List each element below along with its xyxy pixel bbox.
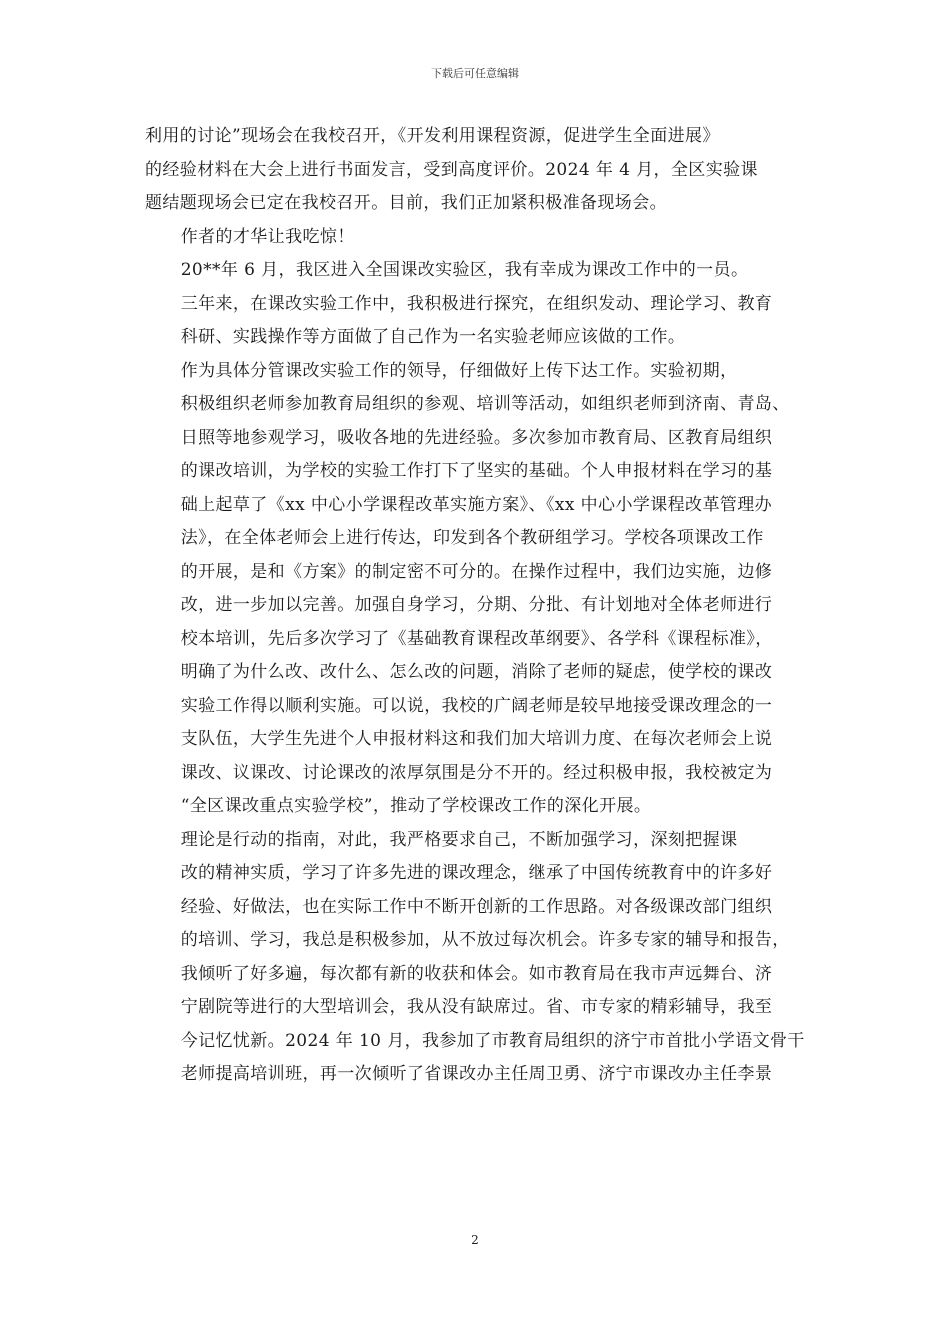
text-line: 改的精神实质，学习了许多先进的课改理念，继承了中国传统教育中的许多好	[180, 863, 773, 883]
text-line: 20**年 6 月，我区进入全国课改实验区，我有幸成为课改工作中的一员。	[180, 260, 749, 280]
paragraph	[145, 120, 805, 221]
text-line: 宁剧院等进行的大型培训会，我从没有缺席过。省、市专家的精彩辅导，我至	[180, 997, 773, 1017]
text-line: 积极组织老师参加教育局组织的参观、培训等活动，如组织老师到济南、青岛、	[180, 394, 790, 414]
text-line: 三年来，在课改实验工作中，我积极进行探究，在组织发动、理论学习、教育	[180, 293, 773, 314]
text-line: 实验工作得以顺利实施。可以说，我校的广阔老师是较早地接受课改理念的一	[180, 695, 773, 716]
text-line: 支队伍，大学生先进个人申报材料这和我们加大培训力度、在每次老师会上说	[180, 729, 773, 749]
text-line: 科研、实践操作等方面做了自己作为一名实验老师应该做的工作。	[180, 327, 686, 347]
text-line: 我倾听了好多遍，每次都有新的收获和体会。如市教育局在我市声远舞台、济	[180, 963, 773, 984]
text-line: “全区课改重点实验学校”，推动了学校课改工作的深化开展。	[180, 796, 652, 816]
text-line: 的培训、学习，我总是积极参加，从不放过每次机会。许多专家的辅导和报告，	[180, 930, 790, 950]
text-line: 的经验材料在大会上进行书面发言，受到高度评价。2024 年 4 月，全区实验课	[145, 159, 758, 180]
text-line: 理论是行动的指南，对此，我严格要求自己，不断加强学习，深刻把握课	[180, 829, 738, 850]
text-line: 老师提高培训班，再一次倾听了省课改办主任周卫勇、济宁市课改办主任李景	[180, 1064, 773, 1084]
text-line: 的课改培训，为学校的实验工作打下了坚实的基础。个人申报材料在学习的基	[180, 461, 773, 481]
text-line: 课改、议课改、讨论课改的浓厚氛围是分不开的。经过积极申报，我校被定为	[180, 762, 773, 783]
paragraph	[145, 824, 805, 1092]
text-line: 改，进一步加以完善。加强自身学习，分期、分批、有计划地对全体老师进行	[180, 595, 773, 615]
text-line: 的开展，是和《方案》的制定密不可分的。在操作过程中，我们边实施，边修	[180, 561, 773, 582]
text-line: 日照等地参观学习，吸收各地的先进经验。多次参加市教育局、区教育局组织	[180, 427, 773, 448]
text-line: 础上起草了《xx 中心小学课程改革实施方案》、《xx 中心小学课程改革管理办	[180, 494, 773, 515]
text-line: 校本培训，先后多次学习了《基础教育课程改革纲要》、各学科《课程标准》，	[180, 628, 773, 649]
page-number: 2	[471, 1233, 479, 1247]
text-line: 经验、好做法，也在实际工作中不断开创新的工作思路。对各级课改部门组织	[180, 896, 773, 917]
text-line: 作为具体分管课改实验工作的领导，仔细做好上传下达工作。实验初期，	[180, 360, 738, 381]
text-line: 题结题现场会已定在我校召开。目前，我们正加紧积极准备现场会。	[145, 193, 667, 213]
paragraph	[145, 221, 805, 255]
text-line: 利用的讨论”现场会在我校召开，《开发利用课程资源，促进学生全面进展》	[145, 126, 720, 146]
paragraph	[145, 355, 805, 824]
page-header: 下载后可任意编辑	[431, 67, 519, 80]
text-line: 今记忆忧新。2024 年 10 月，我参加了市教育局组织的济宁市首批小学语文骨干	[180, 1030, 805, 1051]
text-line: 明确了为什么改、改什么、怎么改的问题，消除了老师的疑虑，使学校的课改	[180, 662, 773, 682]
text-line: 法》，在全体老师会上进行传达，印发到各个教研组学习。学校各项课改工作	[180, 528, 764, 548]
text-line: 作者的才华让我吃惊！	[180, 226, 355, 247]
document-body	[145, 120, 805, 1092]
paragraph	[145, 254, 805, 355]
